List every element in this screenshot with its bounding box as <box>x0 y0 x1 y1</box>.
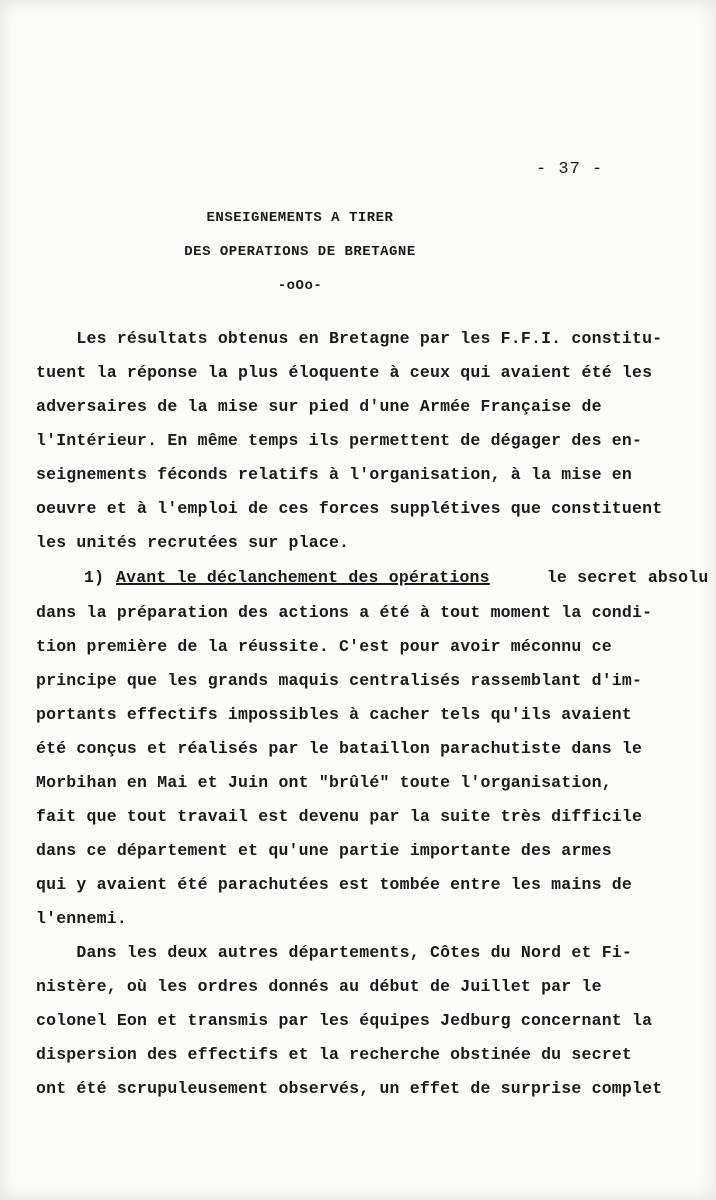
body-line: Dans les deux autres départements, Côtes du Nord et Fi- <box>36 943 632 962</box>
body-line: l'ennemi. <box>36 909 127 928</box>
body-line: dispersion des effectifs et la recherche obstinée du secret <box>36 1045 632 1064</box>
title-ornament: -oOo- <box>277 278 323 294</box>
body-line: qui y avaient été parachutées est tombée entre les mains de <box>36 875 632 894</box>
section-number: 1) <box>84 568 105 587</box>
body-line: ont été scrupuleusement observés, un effet de surprise complet <box>36 1079 663 1098</box>
body-line: adversaires de la mise sur pied d'une Armée Française de <box>36 397 602 416</box>
body-line: colonel Eon et transmis par les équipes Jedburg concernant la <box>36 1011 653 1030</box>
body-line: tuent la réponse la plus éloquente à ceux qui avaient été les <box>36 363 653 382</box>
document-title-line-1: ENSEIGNEMENTS A TIRER <box>206 210 394 226</box>
body-line: seignements féconds relatifs à l'organisation, à la mise en <box>36 465 632 484</box>
page-number: - 37 - <box>536 160 604 179</box>
document-title-line-2: DES OPERATIONS DE BRETAGNE <box>184 244 416 260</box>
body-line: portants effectifs impossibles à cacher tels qu'ils avaient <box>36 705 632 724</box>
body-line: principe que les grands maquis centralisés rassemblant d'im- <box>36 671 643 690</box>
section-heading: Avant le déclanchement des opérations <box>116 568 490 587</box>
body-line: les unités recrutées sur place. <box>36 533 350 552</box>
body-line: dans ce département et qu'une partie importante des armes <box>36 841 612 860</box>
body-line: Les résultats obtenus en Bretagne par les F.F.I. constitu- <box>36 329 663 348</box>
body-line: le secret absolu <box>466 568 709 587</box>
body-line: tion première de la réussite. C'est pour avoir méconnu ce <box>36 637 612 656</box>
body-line: fait que tout travail est devenu par la suite très difficile <box>36 807 643 826</box>
body-line: oeuvre et à l'emploi de ces forces supplétives que constituent <box>36 499 663 518</box>
body-line: Morbihan en Mai et Juin ont "brûlé" toute l'organisation, <box>36 773 612 792</box>
body-line: été conçus et réalisés par le bataillon parachutiste dans le <box>36 739 643 758</box>
body-line: nistère, où les ordres donnés au début de Juillet par le <box>36 977 602 996</box>
body-line: l'Intérieur. En même temps ils permettent de dégager des en- <box>36 431 643 450</box>
body-line: dans la préparation des actions a été à tout moment la condi- <box>36 603 653 622</box>
